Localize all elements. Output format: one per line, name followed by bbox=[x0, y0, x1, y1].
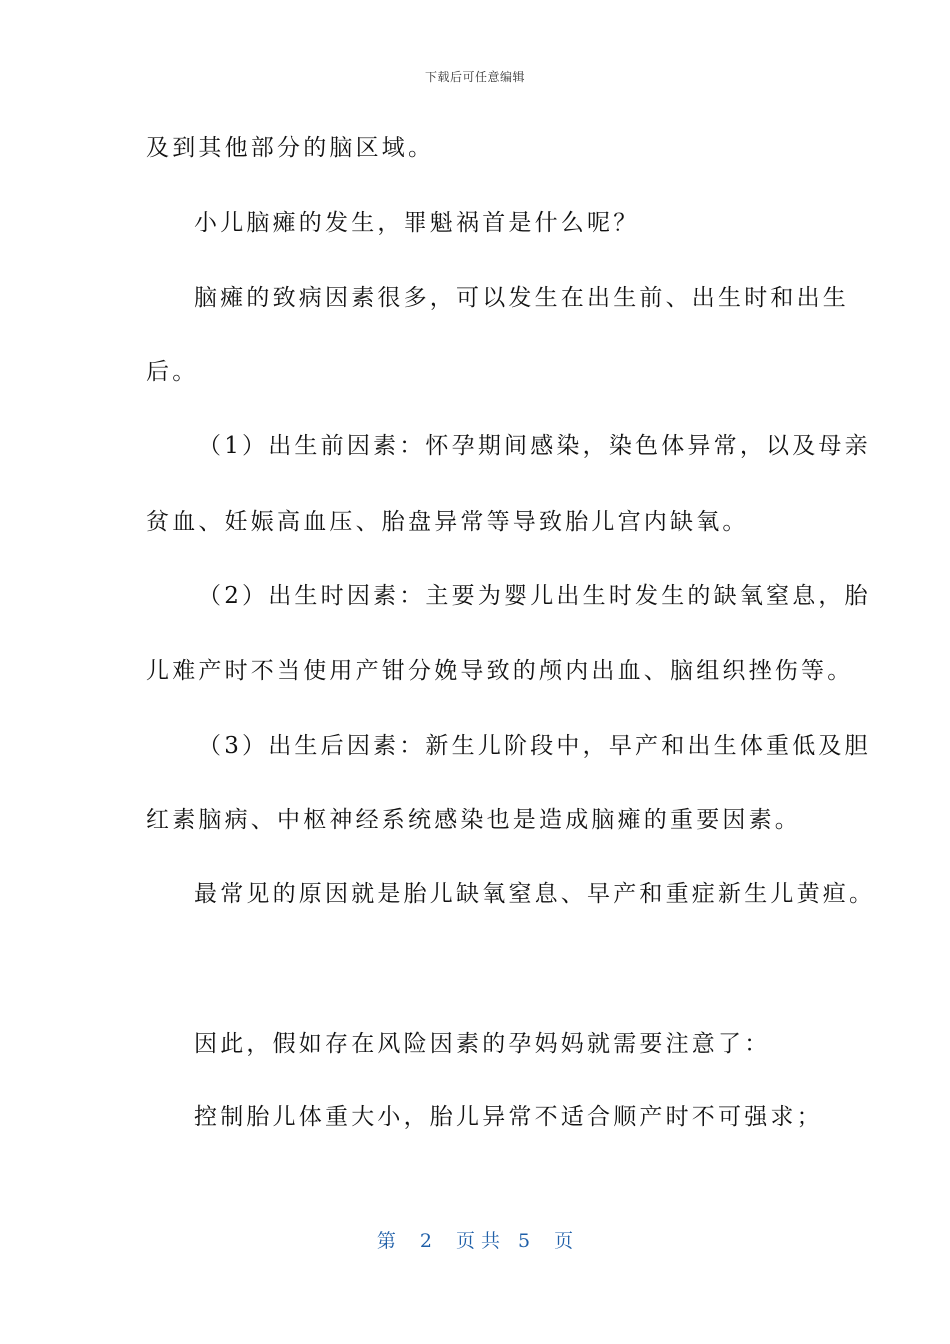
paragraph-line: 贫血、妊娠高血压、胎盘异常等导致胎儿宫内缺氧。 bbox=[146, 509, 749, 535]
paragraph-line: 及到其他部分的脑区域。 bbox=[146, 135, 435, 161]
page-header: 下载后可任意编辑 bbox=[424, 70, 525, 84]
footer-prefix: 第 bbox=[376, 1230, 396, 1252]
paragraph-line: 因此，假如存在风险因素的孕妈妈就需要注意了： bbox=[194, 1031, 771, 1057]
paragraph-line: （2）出生时因素：主要为婴儿出生时发生的缺氧窒息，胎 bbox=[198, 583, 871, 609]
paragraph-line: 红素脑病、中枢神经系统感染也是造成脑瘫的重要因素。 bbox=[146, 807, 801, 833]
footer-mid: 页共 bbox=[455, 1230, 506, 1252]
paragraph-line: （1）出生前因素：怀孕期间感染，染色体异常，以及母亲 bbox=[198, 433, 871, 459]
footer-total-pages: 5 bbox=[518, 1230, 531, 1252]
paragraph-line: 小儿脑瘫的发生，罪魁祸首是什么呢？ bbox=[194, 210, 640, 236]
paragraph-line: 控制胎儿体重大小，胎儿异常不适合顺产时不可强求； bbox=[194, 1104, 823, 1130]
footer-current-page: 2 bbox=[419, 1230, 432, 1252]
paragraph-line: 脑瘫的致病因素很多，可以发生在出生前、出生时和出生 bbox=[194, 285, 849, 311]
paragraph-line: 儿难产时不当使用产钳分娩导致的颅内出血、脑组织挫伤等。 bbox=[146, 658, 854, 684]
paragraph-line: 后。 bbox=[146, 359, 199, 385]
paragraph-line: 最常见的原因就是胎儿缺氧窒息、早产和重症新生儿黄疸。 bbox=[194, 881, 876, 907]
footer-suffix: 页 bbox=[554, 1230, 574, 1252]
paragraph-line: （3）出生后因素：新生儿阶段中，早产和出生体重低及胆 bbox=[198, 733, 871, 759]
page-footer bbox=[0, 1226, 950, 1253]
